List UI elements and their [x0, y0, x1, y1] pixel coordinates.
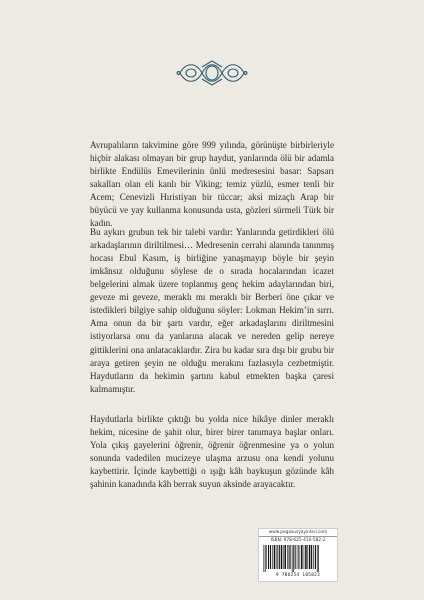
- barcode-bar: [281, 545, 283, 569]
- barcode-bar: [283, 545, 284, 569]
- barcode-bar: [272, 545, 273, 569]
- barcode-bar: [292, 545, 293, 572]
- barcode-bar: [313, 545, 314, 569]
- barcode-bar: [300, 545, 301, 569]
- barcode-bar: [276, 545, 277, 569]
- barcode-bar: [293, 545, 294, 572]
- blurb-paragraph-1: Avrupalıların takvimine göre 999 yılında, görünüşte birbirleriyle hiçbir alakası olmayan bir grup haydut, yanlarında ölü bir adamla birlikte Endülüs Emevilerinin ünlü medresesini basar: Sapsarı sakalları olan eli kanlı bir Viking; temiz yüzlü, esmer tenli bir Acem; Cenevizli Hıristiyan bir tüccar; aksi mizaçlı Arap bir büyücü ve yay kullanma konusunda usta, gözleri sürmeli Türk bir kadın.: [90, 140, 334, 229]
- barcode-bar: [309, 545, 311, 569]
- barcode-bar: [304, 545, 305, 569]
- barcode-bar: [297, 545, 298, 569]
- barcode-bar: [298, 545, 299, 569]
- barcode-bar: [287, 545, 288, 569]
- blurb-paragraph-2: Bu aykırı grubun tek bir talebi vardır: Yanlarında getirdikleri ölü arkadaşlarının diriltilmesi… Medresenin cerrahi alanında tanınmış hocası Ebul Kasım, iş birliğine yanaşmayıp böyle bir şeyin imkânsız olduğunu söylese de o sırada hocalarından icazet belgelerini almak üzere toplanmış genç hekim adaylarından biri, geveze mi geveze, meraklı mı meraklı bir Berberi öne çıkar ve istedikleri bilgiye sahip olduğunu söyler: Lokman Hekim’in sırrı. Ama onun da bir şartı vardır, eğer arkadaşlarını diriltmesini istiyorlarsa onu da yanlarına alacak ve nereden gelip nereye gittiklerini ona anlatacaklardır. Zira bu kadar sıra dışı bir grubu bir araya getiren şeyin ne olduğu merakını fazlasıyla cezbetmiştir. Haydutların da hekimin şartını kabul etmekten başka çaresi kalmamıştır.: [90, 227, 334, 394]
- decorative-knot-ornament-icon: [176, 58, 248, 88]
- barcode-bar: [264, 545, 265, 572]
- barcode-bar: [265, 545, 266, 572]
- blurb-paragraph-3: Haydutlarla birlikte çıktığı bu yolda nice hikâye dinler meraklı hekim, nicesine de şahit olur, birer birer tanımaya başlar onları. Yola çıkış gayelerini öğrenir, öğrenir öğrenmesine ya o yolun sonunda vadedilen mucizeye ulaşma arzusu ona kendi yolunu kaybettirir. İçinde kaybettiği o ışığı kâh baykuşun gözünde kâh şahinin kanadında kâh berrak suyun aksinde arayacaktır.: [90, 414, 334, 490]
- ean-barcode-icon: [263, 545, 333, 572]
- barcode-bar: [279, 545, 280, 569]
- barcode-bar: [301, 545, 303, 569]
- barcode-block: [258, 528, 338, 582]
- barcode-bar: [305, 545, 307, 569]
- barcode-bar: [315, 545, 316, 569]
- isbn-number: ISBN: 978-625-410-582-2: [270, 538, 326, 543]
- barcode-bar: [311, 545, 312, 569]
- publisher-url: www.pegasusyayinlari.com: [259, 530, 337, 537]
- barcode-bar: [307, 545, 308, 569]
- barcode-bar: [318, 545, 319, 572]
- barcode-bar: [270, 545, 271, 569]
- barcode-bar: [266, 545, 267, 569]
- barcode-bar: [284, 545, 286, 569]
- barcode-bar: [268, 545, 269, 569]
- barcode-digits: 9 786254 105823: [275, 573, 321, 578]
- barcode-bar: [317, 545, 318, 572]
- barcode-bar: [289, 545, 290, 569]
- barcode-bar: [295, 545, 296, 569]
- barcode-bar: [277, 545, 278, 569]
- barcode-bar: [290, 545, 291, 569]
- barcode-bar: [274, 545, 276, 569]
